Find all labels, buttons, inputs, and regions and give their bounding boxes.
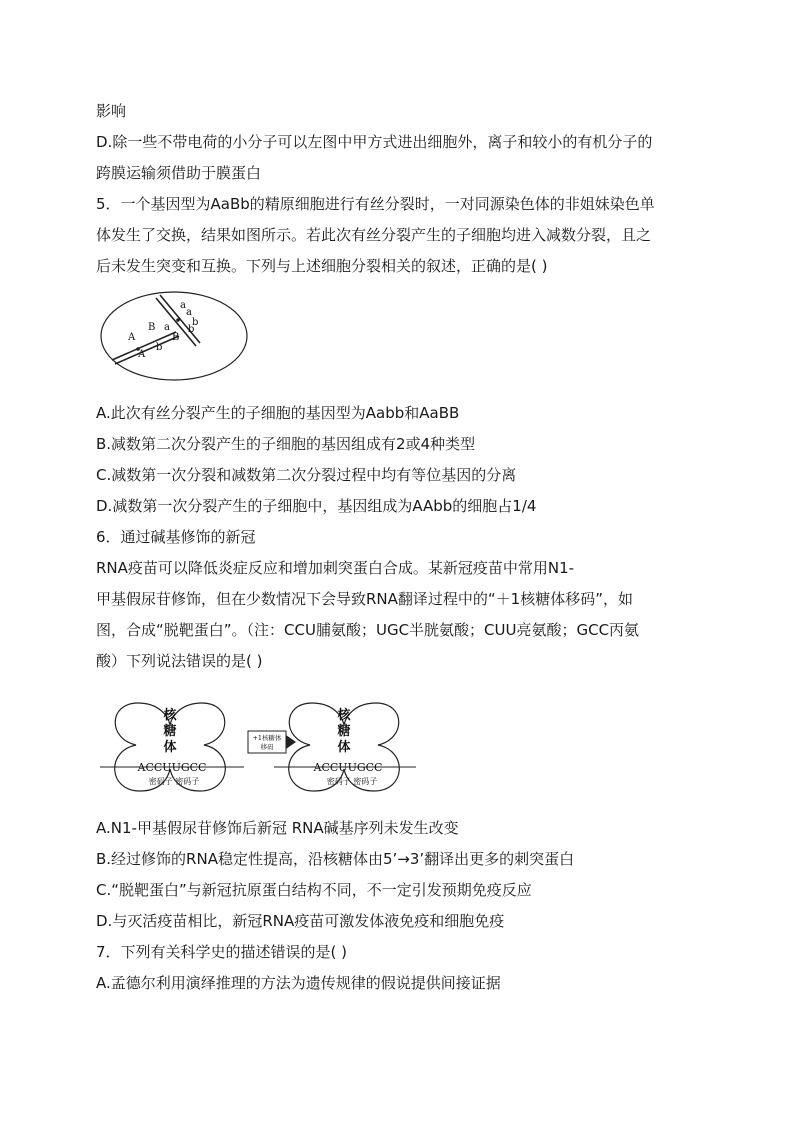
- chromatid: [115, 336, 179, 364]
- ribosome-frameshift-figure: [98, 695, 418, 799]
- question-5-line: 5．一个基因型为AaBb的精原细胞进行有丝分裂时，一对同源染色体的非姐妹染色单: [96, 195, 655, 213]
- option-line: A.孟德尔利用演绎推理的方法为遗传规律的假说提供间接证据: [96, 974, 501, 992]
- frameshift-arrow-icon: [286, 735, 296, 749]
- gene-label: b: [192, 317, 199, 328]
- mrna-sequence: ACCUUGCC: [313, 761, 383, 774]
- gene-label: a: [164, 322, 170, 333]
- text-line: D.除一些不带电荷的小分子可以左图中甲方式进出细胞外，离子和较小的有机分子的: [96, 133, 653, 151]
- option-line: C.减数第一次分裂和减数第二次分裂过程中均有等位基因的分离: [96, 466, 517, 484]
- gene-label: B: [148, 322, 156, 333]
- question-7-line: 7．下列有关科学史的描述错误的是( ): [96, 943, 348, 961]
- option-line: A.此次有丝分裂产生的子细胞的基因型为Aabb和AaBB: [96, 404, 460, 422]
- svg-text:+1核糖体: +1核糖体: [252, 734, 282, 742]
- gene-label: a: [186, 307, 192, 318]
- question-6-line: RNA疫苗可以降低炎症反应和增加刺突蛋白合成。某新冠疫苗中常用N1-: [96, 559, 575, 577]
- gene-label: B: [172, 332, 180, 343]
- codon-label: 密码子 密码子: [326, 777, 378, 786]
- option-line: D.与灭活疫苗相比，新冠RNA疫苗可激发体液免疫和细胞免疫: [96, 912, 505, 930]
- text-line: 影响: [96, 102, 127, 120]
- question-5-line: 后未发生突变和互换。下列与上述细胞分裂相关的叙述，正确的是( ): [96, 257, 548, 275]
- question-5-line: 体发生了交换，结果如图所示。若此次有丝分裂产生的子细胞均进入减数分裂，且之: [96, 226, 652, 244]
- svg-text:糖: 糖: [163, 724, 177, 739]
- text-line: 跨膜运输须借助于膜蛋白: [96, 164, 262, 182]
- svg-text:核: 核: [337, 708, 351, 723]
- chromosome-crossover-figure: [98, 288, 250, 384]
- gene-label: b: [156, 342, 163, 353]
- question-6-line: 6．通过碱基修饰的新冠: [96, 528, 256, 546]
- document-page: [96, 96, 696, 999]
- question-6-line: 酸）下列说法错误的是( ): [96, 652, 263, 670]
- option-line: A.N1-甲基假尿苷修饰后新冠 RNA碱基序列未发生改变: [96, 819, 459, 837]
- svg-text:糖: 糖: [337, 724, 351, 739]
- option-line: B.经过修饰的RNA稳定性提高，沿核糖体由5’→3’翻译出更多的刺突蛋白: [96, 850, 575, 868]
- option-line: B.减数第二次分裂产生的子细胞的基因组成有2或4种类型: [96, 435, 476, 453]
- gene-label: a: [180, 300, 186, 311]
- svg-text:移码: 移码: [260, 743, 274, 751]
- gene-label: A: [128, 332, 136, 343]
- svg-text:体: 体: [337, 740, 351, 755]
- option-line: D.减数第一次分裂产生的子细胞中，基因组成为AAbb的细胞占1/4: [96, 497, 537, 515]
- svg-text:体: 体: [163, 740, 177, 755]
- svg-text:核: 核: [163, 708, 177, 723]
- mrna-sequence: ACCUUGCC: [137, 761, 207, 774]
- codon-label: 密码子 密码子: [148, 777, 200, 786]
- question-6-line: 图，合成“脱靶蛋白”。（注：CCU脯氨酸；UGC半胱氨酸；CUU亮氨酸；GCC丙氨: [96, 621, 640, 639]
- option-line: C.“脱靶蛋白”与新冠抗原蛋白结构不同，不一定引发预期免疫反应: [96, 881, 532, 899]
- gene-label: b: [188, 324, 195, 335]
- gene-label: A: [138, 349, 146, 360]
- question-6-line: 甲基假尿苷修饰，但在少数情况下会导致RNA翻译过程中的“＋1核糖体移码”，如: [96, 590, 633, 608]
